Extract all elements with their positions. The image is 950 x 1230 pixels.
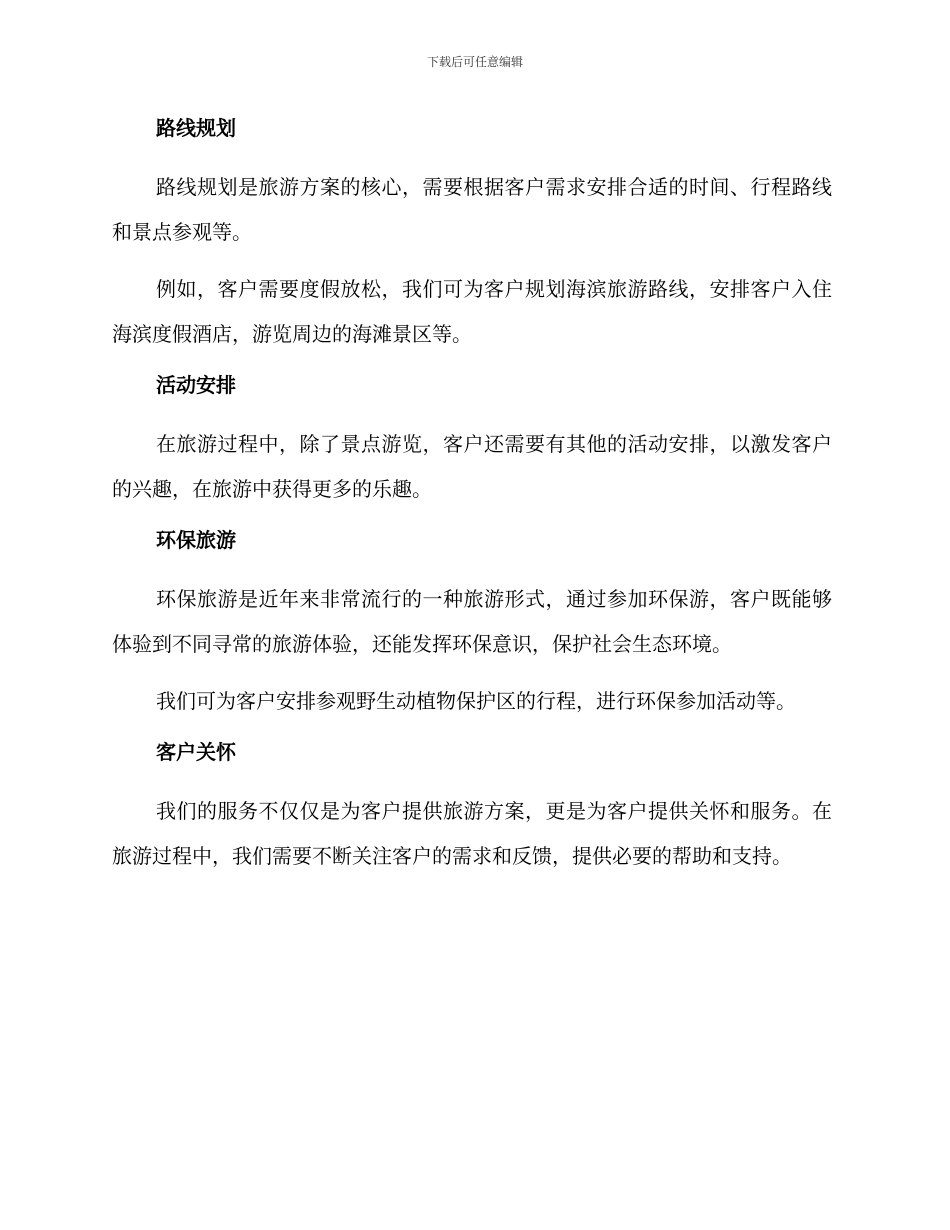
paragraph-route-intro: 路线规划是旅游方案的核心，需要根据客户需求安排合适的时间、行程路线和景点参观等。 xyxy=(112,175,832,244)
paragraph-eco-example: 我们可为客户安排参观野生动植物保护区的行程，进行环保参加活动等。 xyxy=(156,689,796,713)
heading-eco-tourism: 环保旅游 xyxy=(156,528,236,552)
heading-activity-arrangement: 活动安排 xyxy=(156,373,236,397)
document-body xyxy=(112,112,832,891)
heading-customer-care: 客户关怀 xyxy=(156,740,236,764)
paragraph-customer-care: 我们的服务不仅仅是为客户提供旅游方案，更是为客户提供关怀和服务。在旅游过程中，我们需要不断关注客户的需求和反馈，提供必要的帮助和支持。 xyxy=(112,799,832,868)
page-header: 下载后可任意编辑 xyxy=(426,55,523,69)
paragraph-eco-intro: 环保旅游是近年来非常流行的一种旅游形式，通过参加环保游，客户既能够体验到不同寻常的旅游体验，还能发挥环保意识，保护社会生态环境。 xyxy=(112,587,832,656)
heading-route-planning: 路线规划 xyxy=(156,116,236,140)
paragraph-activity: 在旅游过程中，除了景点游览，客户还需要有其他的活动安排，以激发客户的兴趣，在旅游中获得更多的乐趣。 xyxy=(112,432,832,501)
paragraph-route-example: 例如，客户需要度假放松，我们可为客户规划海滨旅游路线，安排客户入住海滨度假酒店，游览周边的海滩景区等。 xyxy=(112,277,832,346)
